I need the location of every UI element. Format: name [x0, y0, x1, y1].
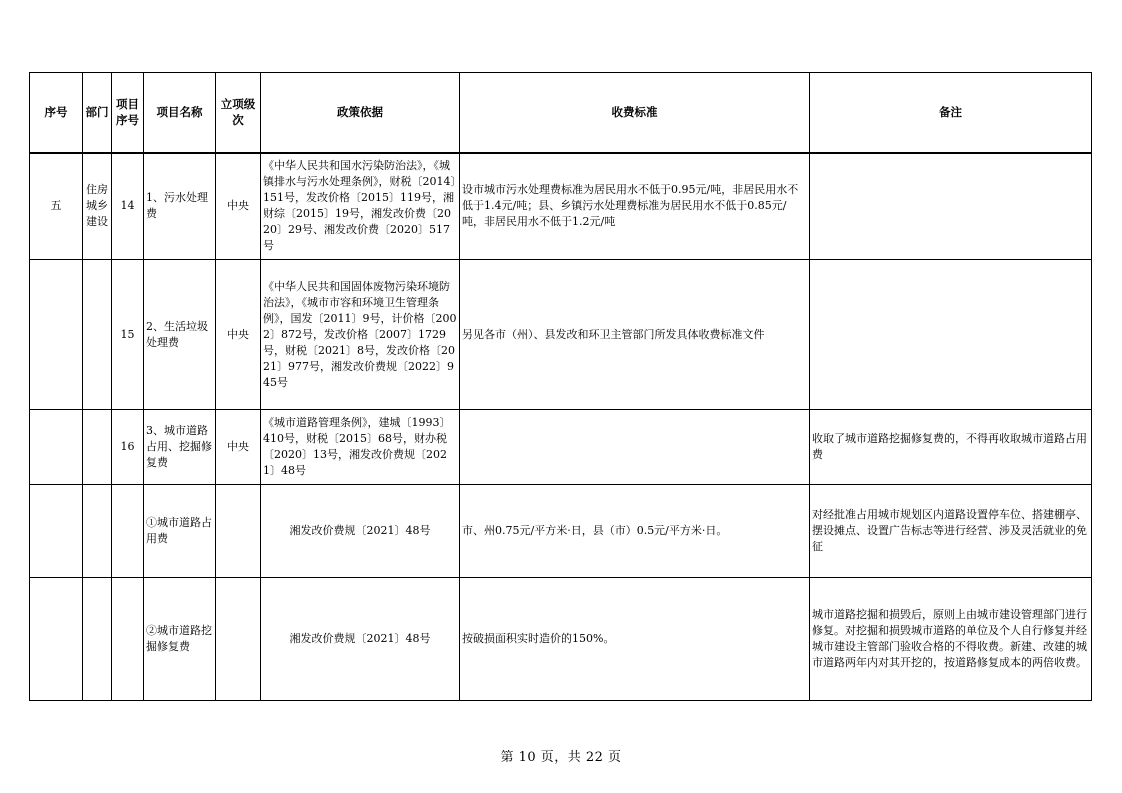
header-policy: 政策依据 — [261, 73, 460, 153]
cell-item-name: ①城市道路占用费 — [144, 485, 216, 578]
cell-standard: 设市城市污水处理费标准为居民用水不低于0.95元/吨，非居民用水不低于1.4元/吨；县、乡镇污水处理费标准为居民用水不低于0.85元/吨，非居民用水不低于1.2元/吨 — [460, 153, 810, 260]
cell-level — [216, 485, 261, 578]
header-dept: 部门 — [83, 73, 112, 153]
cell-standard: 按破损面积实时造价的150%。 — [460, 578, 810, 701]
cell-remark — [810, 153, 1092, 260]
cell-remark: 收取了城市道路挖掘修复费的，不得再收取城市道路占用费 — [810, 410, 1092, 485]
header-item-seq: 项目序号 — [112, 73, 144, 153]
page-footer: 第 10 页，共 22 页 — [500, 750, 622, 765]
cell-dept — [83, 485, 112, 578]
header-row — [30, 73, 1092, 153]
fee-table — [29, 72, 1092, 701]
cell-dept — [83, 260, 112, 410]
cell-seq — [30, 485, 83, 578]
cell-level — [216, 578, 261, 701]
header-level: 立项级次 — [216, 73, 261, 153]
cell-item-seq — [112, 485, 144, 578]
cell-dept: 住房城乡建设 — [83, 153, 112, 260]
cell-level: 中央 — [216, 260, 261, 410]
header-item-name: 项目名称 — [144, 73, 216, 153]
cell-item-name: ②城市道路挖掘修复费 — [144, 578, 216, 701]
cell-policy: 湘发改价费规〔2021〕48号 — [261, 578, 460, 701]
cell-seq — [30, 578, 83, 701]
header-standard: 收费标准 — [460, 73, 810, 153]
cell-item-seq: 16 — [112, 410, 144, 485]
table-row — [30, 153, 1092, 260]
cell-remark: 对经批准占用城市规划区内道路设置停车位、搭建棚亭、摆设摊点、设置广告标志等进行经营、涉及灵活就业的免征 — [810, 485, 1092, 578]
cell-seq — [30, 260, 83, 410]
cell-item-seq: 14 — [112, 153, 144, 260]
cell-seq: 五 — [30, 153, 83, 260]
cell-policy: 《中华人民共和国固体废物污染环境防治法》，《城市市容和环境卫生管理条例》，国发〔2011〕9号，计价格〔2002〕872号，发改价格〔2007〕1729号，财税〔2021〕8号，发改价格〔2021〕977号，湘发改价费规〔2022〕945号 — [261, 260, 460, 410]
header-remark: 备注 — [810, 73, 1092, 153]
cell-standard — [460, 410, 810, 485]
cell-policy: 湘发改价费规〔2021〕48号 — [261, 485, 460, 578]
table-row — [30, 410, 1092, 485]
cell-item-seq: 15 — [112, 260, 144, 410]
cell-standard: 另见各市（州）、县发改和环卫主管部门所发具体收费标准文件 — [460, 260, 810, 410]
cell-item-name: 1、污水处理费 — [144, 153, 216, 260]
cell-item-seq — [112, 578, 144, 701]
table-row — [30, 485, 1092, 578]
cell-remark: 城市道路挖掘和损毁后，原则上由城市建设管理部门进行修复。对挖掘和损毁城市道路的单位及个人自行修复并经城市建设主管部门验收合格的不得收费。新建、改建的城市道路两年内对其开挖的，按道路修复成本的两倍收费。 — [810, 578, 1092, 701]
cell-item-name: 2、生活垃圾处理费 — [144, 260, 216, 410]
cell-item-name: 3、城市道路占用、挖掘修复费 — [144, 410, 216, 485]
cell-dept — [83, 578, 112, 701]
header-seq: 序号 — [30, 73, 83, 153]
cell-seq — [30, 410, 83, 485]
cell-level: 中央 — [216, 153, 261, 260]
cell-standard: 市、州0.75元/平方米·日，县（市）0.5元/平方米·日。 — [460, 485, 810, 578]
cell-policy: 《中华人民共和国水污染防治法》，《城镇排水与污水处理条例》，财税〔2014〕151号，发改价格〔2015〕119号，湘财综〔2015〕19号，湘发改价费〔2020〕29号、湘发改价费〔2020〕517号 — [261, 153, 460, 260]
cell-level: 中央 — [216, 410, 261, 485]
cell-policy: 《城市道路管理条例》，建城〔1993〕410号，财税〔2015〕68号，财办税〔2020〕13号，湘发改价费规〔2021〕48号 — [261, 410, 460, 485]
table-row — [30, 260, 1092, 410]
table-row — [30, 578, 1092, 701]
cell-remark — [810, 260, 1092, 410]
cell-dept — [83, 410, 112, 485]
